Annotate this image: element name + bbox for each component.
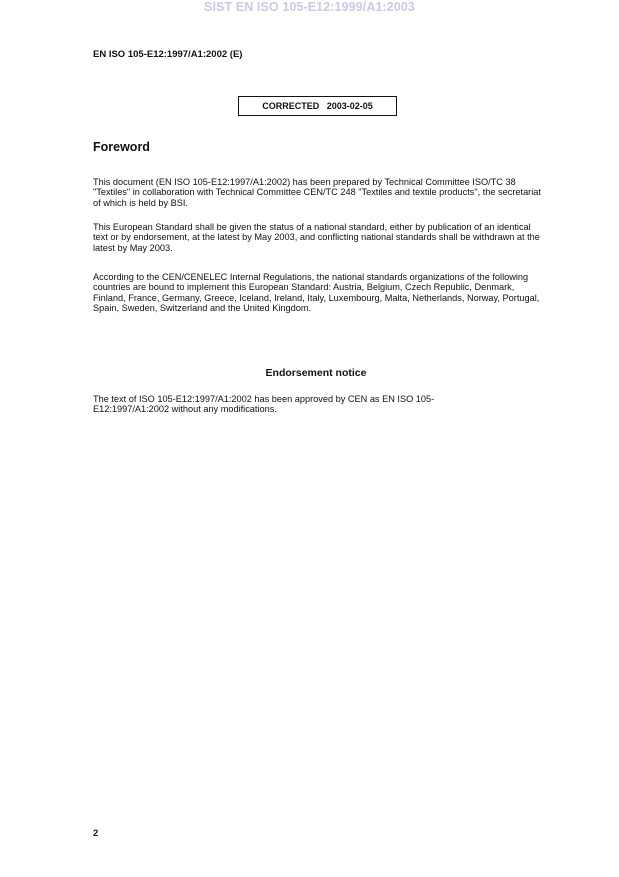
page-number: 2 [93, 828, 99, 839]
corrected-label: CORRECTED 2003-02-05 [262, 101, 373, 111]
foreword-paragraph: This European Standard shall be given the status of a national standard, either by publication of an identical text or by endorsement, at the latest by May 2003, and conflicting national standards shall be withdrawn at the latest by May 2003. [93, 222, 540, 253]
document-id-header: EN ISO 105-E12:1997/A1:2002 (E) [93, 49, 243, 60]
foreword-paragraph: This document (EN ISO 105-E12:1997/A1:2002) has been prepared by Technical Committee ISO/TC 38 "Textiles" in collaboration with Technical Committee CEN/TC 248 "Textiles and textile products", the secretariat of which is held by BSI. [93, 177, 541, 208]
endorsement-paragraph: The text of ISO 105-E12:1997/A1:2002 has been approved by CEN as EN ISO 105-E12:1997/A1:2002 without any modifications. [93, 394, 435, 415]
foreword-paragraph: According to the CEN/CENELEC Internal Regulations, the national standards organizations of the following countries are bound to implement this European Standard: Austria, Belgium, Czech Republic, Denmark, Finland, France, Germany, Greece, Iceland, Ireland, Italy, Luxembourg, Malta, Netherlands, Norway, Portugal, Spain, Sweden, Switzerland and the United Kingdom. [93, 272, 540, 314]
watermark: SIST EN ISO 105-E12:1999/A1:2003 [204, 0, 415, 14]
foreword-heading: Foreword [93, 140, 150, 154]
corrected-notice-box [238, 96, 397, 116]
endorsement-heading: Endorsement notice [265, 367, 367, 379]
